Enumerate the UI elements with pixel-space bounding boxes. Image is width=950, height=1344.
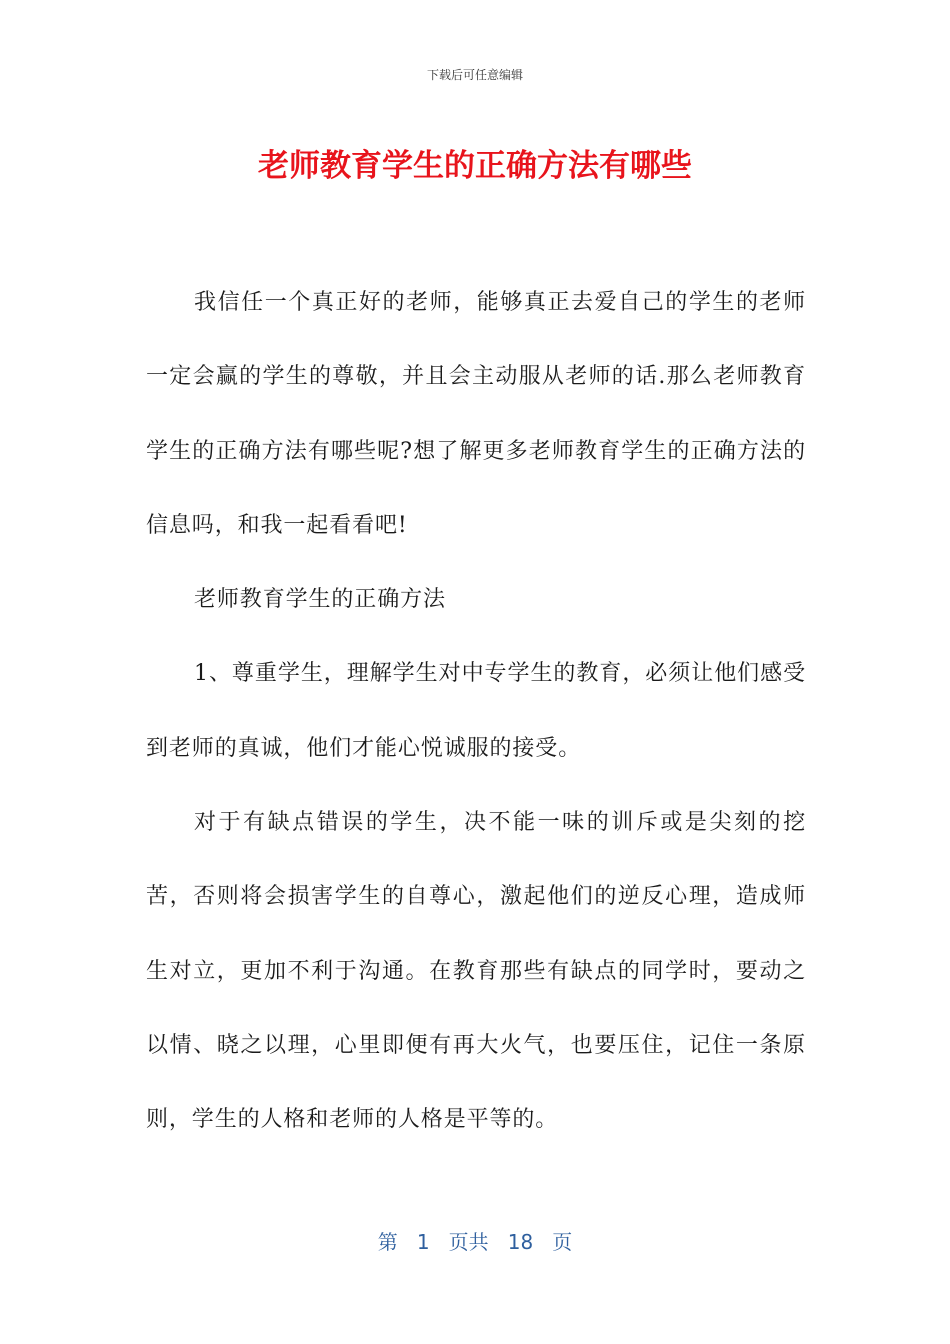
paragraph-faults: 对于有缺点错误的学生，决不能一味的训斥或是尖刻的挖苦，否则将会损害学生的自尊心，激起他们的逆反心理，造成师生对立，更加不利于沟通。在教育那些有缺点的同学时，要动之以情、晓之以理，心里即便有再大火气，也要压住，记住一条原则，学生的人格和老师的人格是平等的。 (146, 810, 806, 1133)
total-pages-number: 18 (507, 1230, 534, 1254)
current-page-number: 1 (416, 1230, 430, 1254)
paragraph-point-1: 1、尊重学生，理解学生对中专学生的教育，必须让他们感受到老师的真诚，他们才能心悦诚服的接受。 (146, 661, 806, 761)
document-body (146, 266, 806, 1158)
page-label-suffix: 页 (552, 1230, 573, 1254)
document-title: 老师教育学生的正确方法有哪些 (258, 148, 692, 184)
section-heading: 老师教育学生的正确方法 (194, 587, 446, 613)
paragraph-intro: 我信任一个真正好的老师，能够真正去爱自己的学生的老师一定会赢的学生的尊敬，并且会主动服从老师的话.那么老师教育学生的正确方法有哪些呢?想了解更多老师教育学生的正确方法的信息吗，和我一起看看吧! (146, 290, 806, 538)
page-label-prefix: 第 (377, 1230, 398, 1254)
page-footer (0, 1226, 950, 1255)
page-label-mid: 页共 (448, 1230, 489, 1254)
header-note: 下载后可任意编辑 (426, 68, 523, 82)
